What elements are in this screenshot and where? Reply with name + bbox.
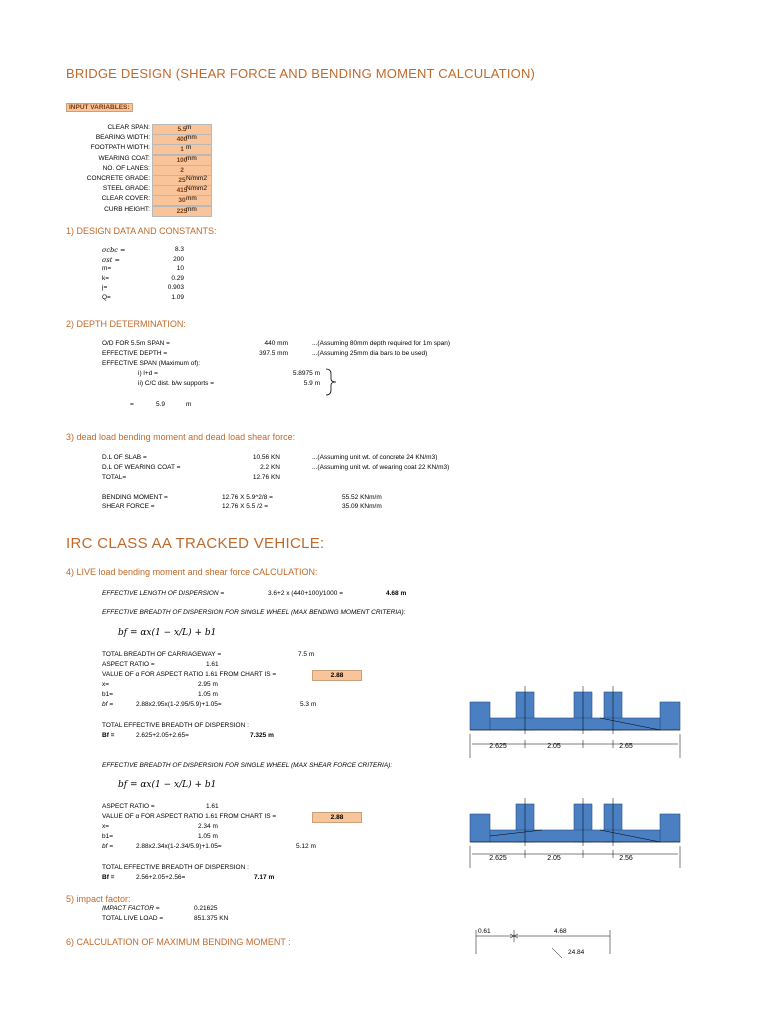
span-result-eq: = [130, 401, 134, 408]
input-label: CLEAR SPAN: [107, 124, 150, 131]
constant-value: 0.29 [171, 274, 184, 282]
input-value-cell[interactable]: 415 [152, 185, 212, 196]
diagram-2-dim-1: 2.625 [489, 855, 507, 862]
input-label: NO. OF LANES: [102, 164, 150, 172]
aspect-ratio-label: ASPECT RATIO = [102, 661, 155, 668]
bm-criteria-label: EFFECTIVE BREADTH OF DISPERSION FOR SINGLE WHEEL (MAX BENDING MOMENT CRITERIA): [102, 609, 406, 616]
dl-bending-moment-value: 55.52 KNm/m [342, 494, 382, 501]
impact-factor-label: IMPACT FACTOR = [102, 905, 160, 912]
aspect-ratio-2-value: 1.61 [206, 803, 219, 810]
total-eff-breadth-2-label: TOTAL EFFECTIVE BREADTH OF DISPERSION : [102, 864, 249, 871]
total-live-load-value: 851.375 KN [194, 915, 229, 922]
constant-label: m= [102, 265, 112, 272]
constant-label: j= [102, 284, 108, 291]
input-unit: N/mm2 [186, 175, 207, 182]
b1-value: 1.05 m [198, 691, 218, 698]
carriageway-value: 7.5 m [298, 651, 315, 658]
diagram-1-dim-3: 2.65 [619, 743, 633, 750]
x-value: 2.95 m [198, 681, 218, 688]
Bf-label: Bf = [102, 732, 115, 739]
input-label: BEARING WIDTH: [95, 134, 150, 142]
effective-depth-label: EFFECTIVE DEPTH = [102, 350, 168, 357]
aspect-ratio-2-label: ASPECT RATIO = [102, 803, 155, 810]
dl-slab-note: ...(Assuming unit wt. of concrete 24 KN/m3) [312, 454, 438, 461]
span-ii-label: ii) C/C dist. b/w supports = [138, 380, 215, 387]
input-unit: mm [186, 134, 197, 142]
section-1-heading: 1) DESIGN DATA AND CONSTANTS: [66, 226, 217, 236]
x2-value: 2.34 m [198, 823, 218, 830]
input-label: WEARING COAT: [98, 154, 150, 162]
diagram-2-dim-2: 2.05 [547, 855, 561, 862]
eld-expr: 3.6+2 x (440+100)/1000 = [268, 590, 343, 597]
section-6-heading: 6) CALCULATION OF MAXIMUM BENDING MOMENT : [66, 937, 291, 947]
input-label: CURB HEIGHT: [104, 205, 150, 213]
diagram-1-dim-2: 2.05 [547, 743, 561, 750]
bf-label: bf = [102, 701, 114, 708]
input-value-cell[interactable]: 1 [152, 144, 212, 155]
dl-bending-moment-expr: 12.76 X 5.9^2/8 = [222, 494, 273, 501]
x2-label: x= [102, 823, 110, 830]
constant-value: 200 [173, 255, 184, 263]
page-title: BRIDGE DESIGN (SHEAR FORCE AND BENDING MOMENT CALCULATION) [66, 66, 536, 81]
Bf2-label: Bf = [102, 874, 115, 881]
effective-span-label: EFFECTIVE SPAN (Maximum of): [102, 360, 201, 367]
section-5-heading: 5) impact factor: [66, 894, 131, 904]
carriageway-label: TOTAL BREADTH OF CARRIAGEWAY = [102, 651, 222, 658]
effective-depth-note: ...(Assuming 25mm dia bars to be used) [312, 350, 428, 357]
dl-shear-force-expr: 12.76 X 5.5 /2 = [222, 503, 269, 510]
Bf2-expr: 2.56+2.05+2.56= [136, 874, 186, 881]
dl-total-label: TOTAL= [102, 474, 127, 481]
dispersion-diagram-1 [466, 684, 690, 764]
od-value: 440 mm [264, 340, 288, 347]
input-value-cell[interactable]: 5.5 [152, 124, 212, 135]
input-variables-header: INPUT VARIABLES: [66, 103, 133, 112]
dl-wearing-coat-value: 2.2 KN [260, 464, 280, 471]
section-3-heading: 3) dead load bending moment and dead load shear force: [66, 432, 296, 442]
input-label: FOOTPATH WIDTH: [90, 144, 150, 152]
span-result-value: 5.9 [156, 401, 166, 408]
alpha-2-label: VALUE OF α FOR ASPECT RATIO 1.61 FROM CHART IS = [102, 813, 277, 820]
input-unit: N/mm2 [186, 185, 207, 193]
x-label: x= [102, 681, 110, 688]
dl-slab-label: D.L OF SLAB = [102, 454, 147, 461]
brace-icon [324, 368, 338, 396]
input-label: STEEL GRADE: [102, 185, 150, 193]
alpha-2-value: 2.88 [312, 812, 362, 823]
eld-value: 4.68 m [386, 590, 407, 597]
section-4-heading: 4) LIVE load bending moment and shear force CALCULATION: [66, 567, 318, 577]
bending-moment-diagram [470, 924, 620, 964]
constant-value: 1.09 [171, 293, 184, 301]
dl-shear-force-label: SHEAR FORCE = [102, 503, 155, 510]
b1-2-value: 1.05 m [198, 833, 218, 840]
od-note: ...(Assuming 80mm depth required for 1m span) [312, 340, 451, 347]
input-label: CLEAR COVER: [101, 195, 150, 203]
aspect-ratio-value: 1.61 [206, 661, 219, 668]
input-unit: m [186, 144, 192, 152]
dl-total-value: 12.76 KN [252, 474, 280, 481]
total-live-load-label: TOTAL LIVE LOAD = [102, 915, 164, 922]
bf2-label: bf = [102, 843, 114, 850]
total-eff-breadth-label: TOTAL EFFECTIVE BREADTH OF DISPERSION : [102, 722, 249, 729]
constant-label: Q= [102, 293, 111, 301]
input-unit: m [186, 124, 192, 131]
constant-value: 8.3 [174, 246, 184, 253]
alpha-label: VALUE OF α FOR ASPECT RATIO 1.61 FROM CHART IS = [102, 671, 277, 678]
input-value-cell[interactable]: 30 [152, 195, 212, 206]
Bf2-value: 7.17 m [254, 874, 275, 881]
span-i-label: i) l+d = [138, 370, 158, 377]
constant-label: k= [102, 274, 110, 282]
eld-label: EFFECTIVE LENGTH OF DISPERSION = [102, 590, 225, 597]
b1-2-label: b1= [102, 833, 114, 840]
alpha-value: 2.88 [312, 670, 362, 681]
input-unit: mm [186, 154, 197, 162]
input-value-cell[interactable]: 25 [152, 175, 212, 186]
bm-dim-1: 0.61 [478, 928, 491, 935]
input-unit: mm [186, 195, 197, 203]
dl-shear-force-value: 35.09 KNm/m [342, 503, 382, 510]
od-label: O/D FOR 5.5m SPAN = [102, 340, 170, 347]
dl-wearing-coat-label: D.L OF WEARING COAT = [102, 464, 181, 471]
bm-load: 24.84 [568, 949, 585, 956]
input-unit: mm [186, 205, 197, 213]
constant-label: σst = [102, 255, 120, 264]
dispersion-formula-1: bf = αx(1 − x/L) + b1 [118, 628, 217, 638]
input-value-cell[interactable]: 225 [152, 206, 212, 217]
input-label: CONCRETE GRADE: [86, 175, 150, 182]
constant-value: 10 [176, 265, 184, 272]
diagram-1-dim-1: 2.625 [489, 743, 507, 750]
dl-wearing-coat-note: ...(Assuming unit wt. of wearing coat 22 KN/m3) [312, 464, 450, 471]
Bf-value: 7.325 m [250, 732, 274, 739]
bf2-value: 5.12 m [296, 843, 316, 850]
impact-factor-value: 0.21625 [194, 905, 218, 912]
span-result-unit: m [186, 401, 192, 408]
diagram-2-dim-3: 2.56 [619, 855, 633, 862]
dl-bending-moment-label: BENDING MOMENT = [102, 494, 168, 501]
b1-label: b1= [102, 691, 114, 698]
span-ii-value: 5.9 m [303, 380, 320, 387]
constant-label: σcbc = [102, 246, 126, 254]
input-value-cell[interactable]: 2 [152, 165, 212, 176]
span-i-value: 5.8975 m [292, 370, 320, 377]
dl-slab-value: 10.56 KN [252, 454, 280, 461]
irc-title: IRC CLASS AA TRACKED VEHICLE: [66, 535, 325, 552]
section-2-heading: 2) DEPTH DETERMINATION: [66, 319, 186, 329]
dispersion-diagram-2 [466, 796, 690, 872]
input-value-cell[interactable]: 400 [152, 134, 212, 145]
input-value-cell[interactable]: 100 [152, 155, 212, 166]
constant-value: 0.903 [167, 284, 184, 291]
effective-depth-value: 397.5 mm [259, 350, 288, 357]
bm-dim-2: 4.68 [554, 928, 567, 935]
sf-criteria-label: EFFECTIVE BREADTH OF DISPERSION FOR SINGLE WHEEL (MAX SHEAR FORCE CRITERIA): [102, 762, 393, 769]
bf-expr: 2.88x2.95x(1-2.95/5.9)+1.05= [136, 701, 222, 708]
dispersion-formula-2: bf = αx(1 − x/L) + b1 [118, 780, 217, 790]
bf-value: 5.3 m [300, 701, 317, 708]
Bf-expr: 2.625+2.05+2.65= [136, 732, 189, 739]
bf2-expr: 2.88x2.34x(1-2.34/5.9)+1.05= [136, 843, 222, 850]
